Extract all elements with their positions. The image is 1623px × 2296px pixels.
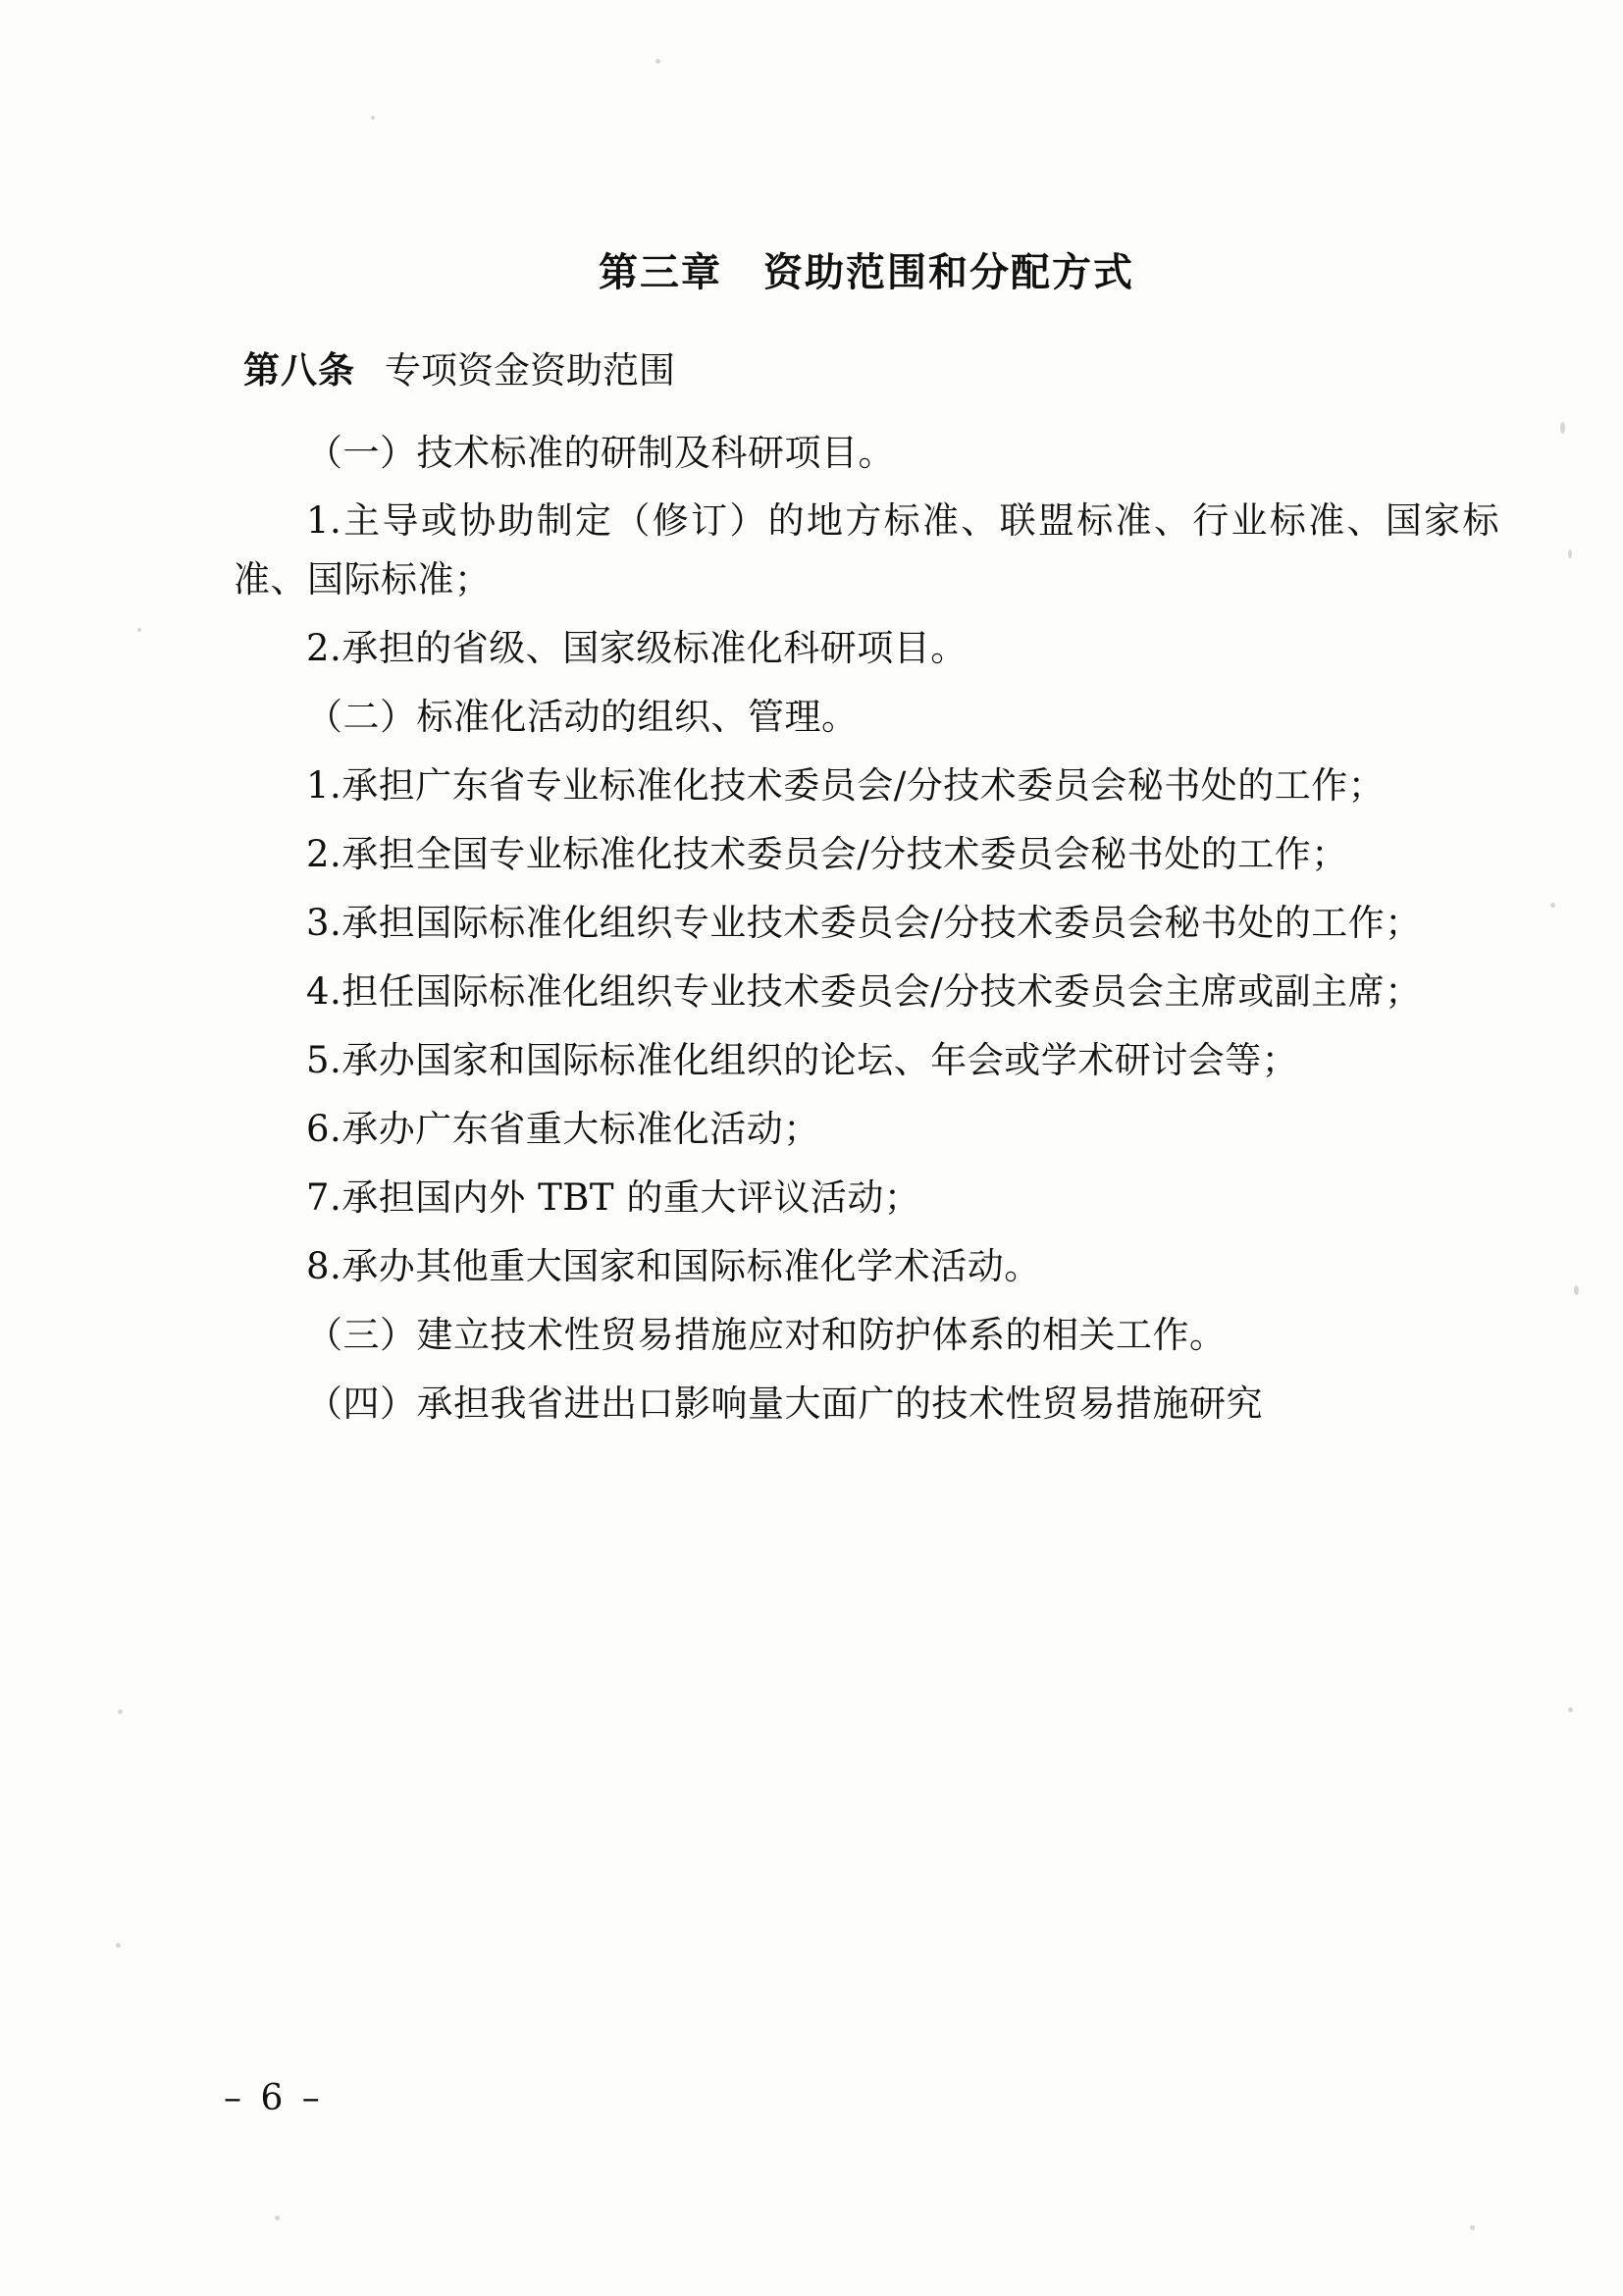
paragraph: 1.主导或协助制定（修订）的地方标准、联盟标准、行业标准、国家标准、国际标准； <box>234 499 1499 601</box>
scan-speck <box>116 1943 121 1948</box>
scan-speck <box>1568 1707 1573 1712</box>
paragraph: （三）建立技术性贸易措施应对和防护体系的相关工作。 <box>306 1313 1227 1356</box>
scan-speck <box>1574 1285 1579 1295</box>
scan-speck <box>371 116 375 120</box>
paragraph: （一）技术标准的研制及科研项目。 <box>306 431 895 474</box>
paragraph: 4.担任国际标准化组织专业技术委员会/分技术委员会主席或副主席； <box>306 970 1422 1013</box>
document-body <box>234 245 1499 1443</box>
scan-speck <box>275 2216 280 2220</box>
chapter-title-text: 资助范围和分配方式 <box>763 249 1134 295</box>
paragraph: 5.承办国家和国际标准化组织的论坛、年会或学术研讨会等； <box>306 1038 1299 1081</box>
paragraph: （二）标准化活动的组织、管理。 <box>306 696 859 739</box>
scan-speck <box>1568 549 1572 558</box>
scan-speck <box>137 628 141 632</box>
paragraph: 1.承担广东省专业标准化技术委员会/分技术委员会秘书处的工作； <box>306 764 1386 808</box>
article-title: 专项资金资助范围 <box>385 349 675 391</box>
scan-speck <box>655 59 660 64</box>
paragraph: 6.承办广东省重大标准化活动； <box>306 1107 820 1150</box>
paragraph: 2.承担的省级、国家级标准化科研项目。 <box>306 627 968 670</box>
paragraph: 2.承担全国专业标准化技术委员会/分技术委员会秘书处的工作； <box>306 833 1348 876</box>
chapter-title-number: 第三章 <box>599 249 722 295</box>
paragraph: 3.承担国际标准化组织专业技术委员会/分技术委员会秘书处的工作； <box>306 902 1422 945</box>
scan-speck <box>1470 2225 1475 2230</box>
scan-speck <box>1550 903 1555 908</box>
paragraph: 7.承担国内外 TBT 的重大评议活动； <box>306 1175 921 1219</box>
article-heading <box>234 343 1499 398</box>
article-number: 第八条 <box>243 348 355 391</box>
scan-speck <box>1560 422 1565 434</box>
chapter-title <box>234 245 1499 300</box>
scan-speck <box>118 1709 123 1714</box>
page-number: – 6 – <box>224 2078 324 2118</box>
paragraph: （四）承担我省进出口影响量大面广的技术性贸易措施研究 <box>306 1382 1263 1425</box>
paragraph: 8.承办其他重大国家和国际标准化学术活动。 <box>306 1244 1041 1287</box>
